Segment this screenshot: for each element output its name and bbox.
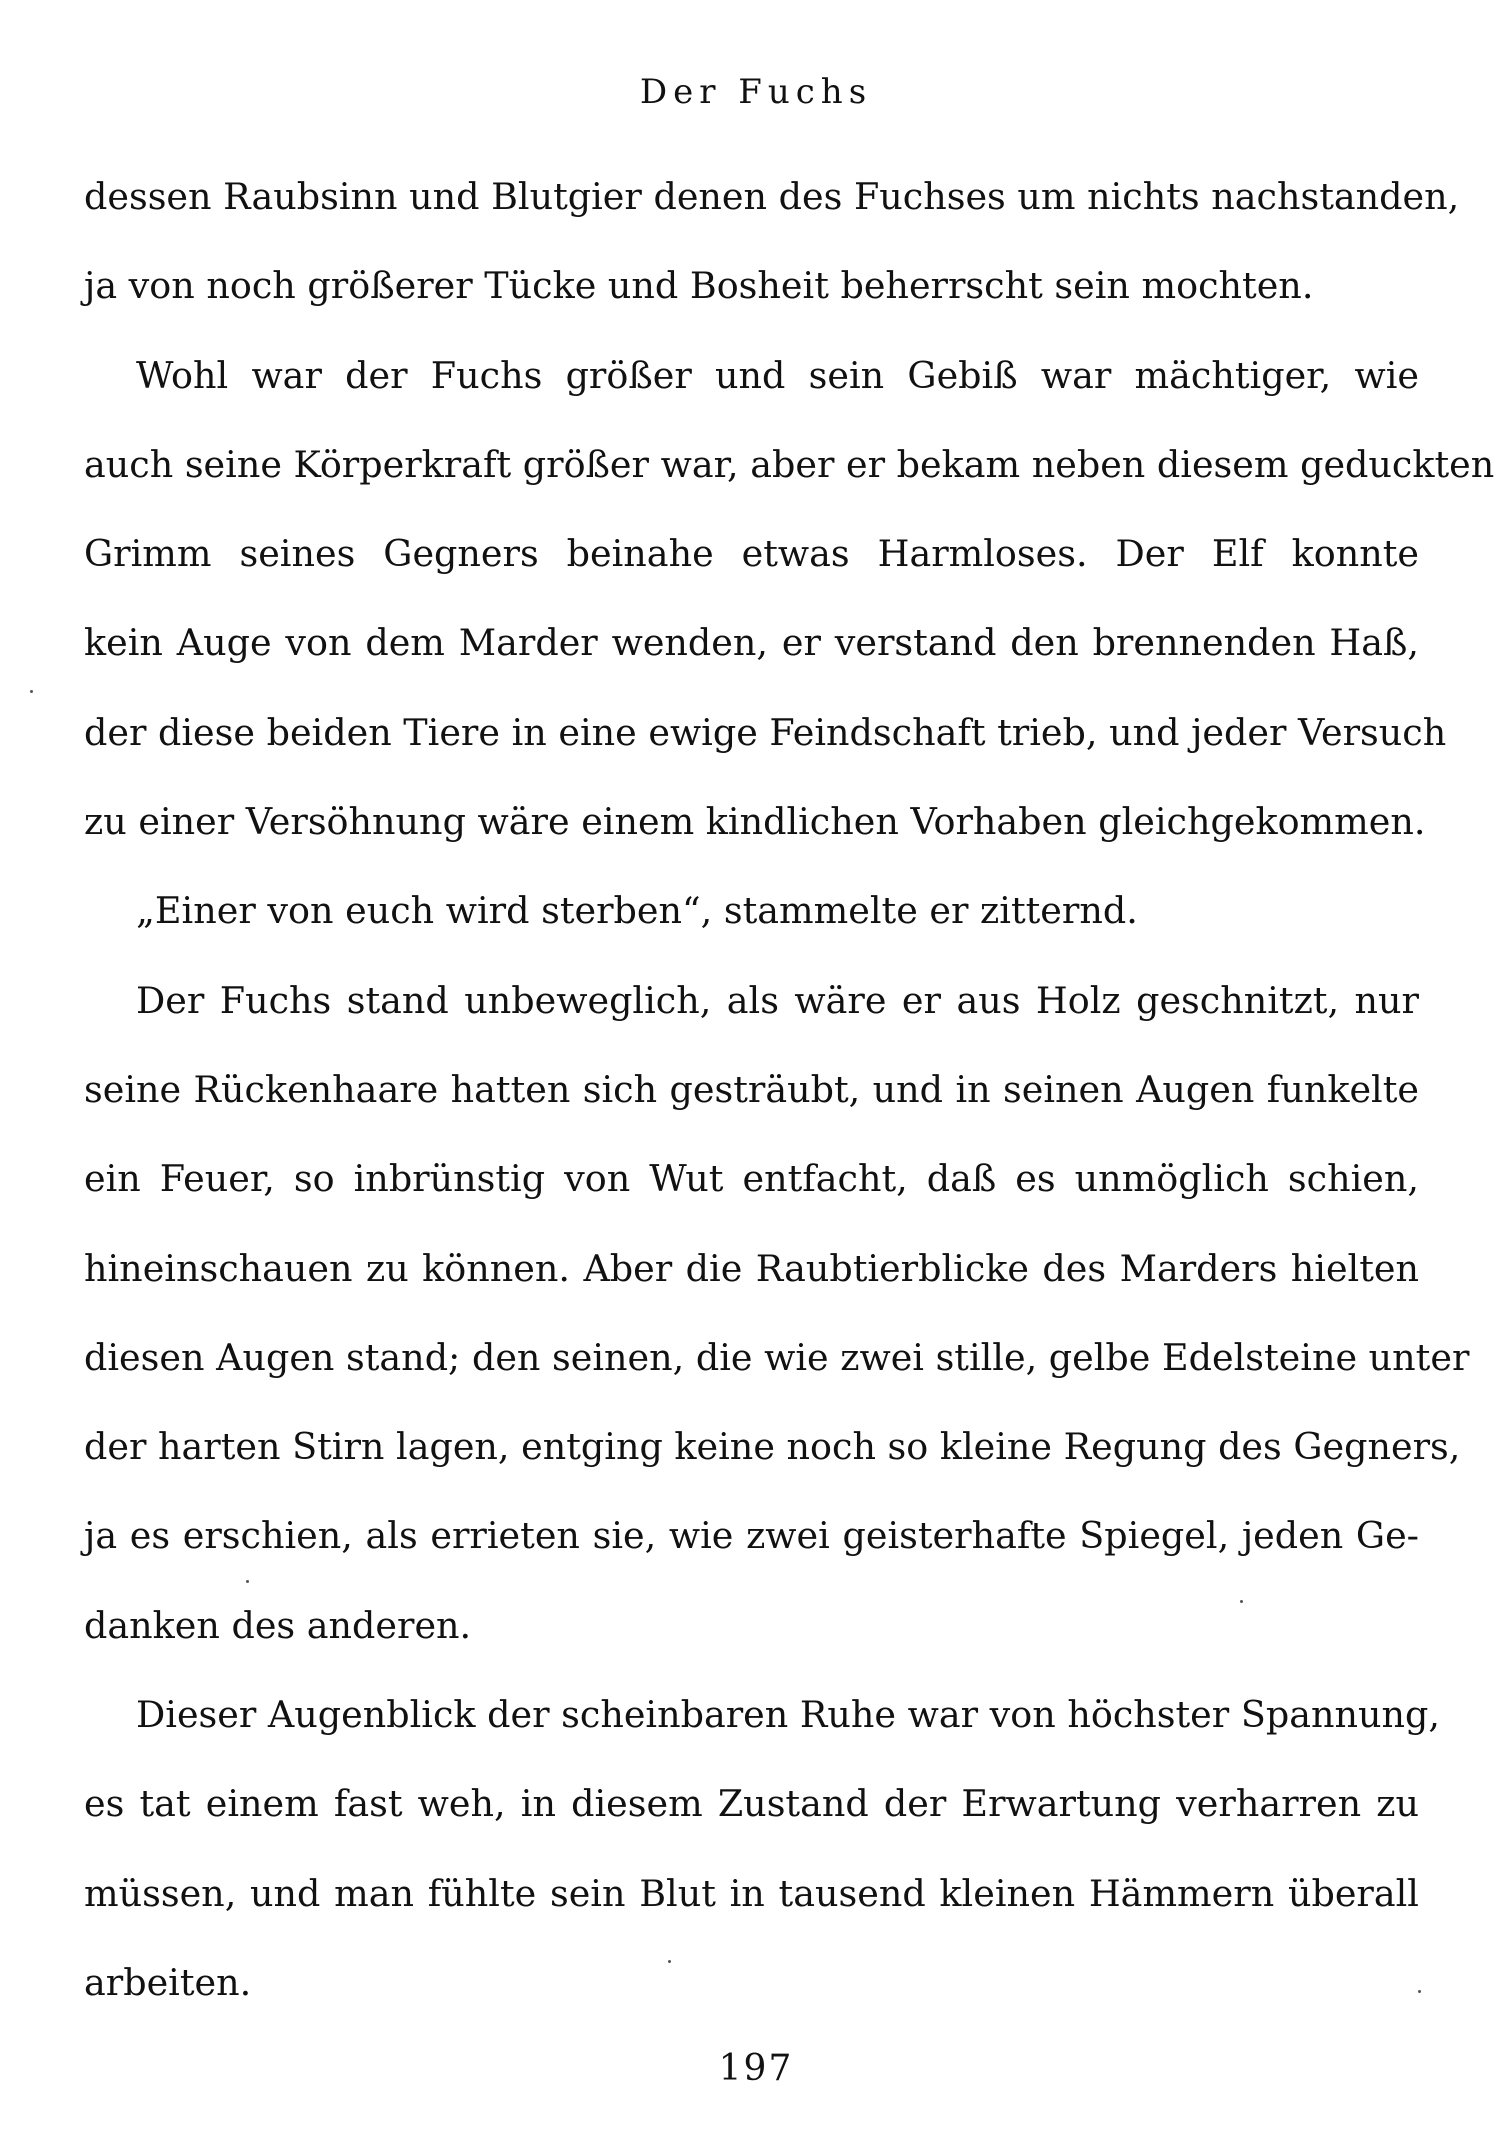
text-line: auch seine Körperkraft größer war, aber er bekam neben diesem geduckten [84,442,1495,486]
text-line: danken des anderen. [84,1603,472,1647]
text-line: dessen Raubsinn und Blutgier denen des Fuchses um nichts nachstanden, [84,175,1460,218]
text-line: der harten Stirn lagen, entging keine noch so kleine Regung des Gegners, [84,1425,1461,1469]
paper-speck [668,1960,671,1963]
text-line: es tat einem fast weh, in diesem Zustand der Erwartung verharren zu [84,1782,1419,1826]
text-line: kein Auge von dem Marder wenden, er verstand den brennenden Haß, [84,621,1419,665]
paper-speck [246,1580,249,1583]
paper-speck [30,690,33,693]
text-line: Dieser Augenblick der scheinbaren Ruhe war von höchster Spannung, [136,1693,1440,1737]
paper-speck [1418,1990,1421,1993]
text-line: der diese beiden Tiere in eine ewige Feindschaft trieb, und jeder Versuch [84,710,1447,754]
paper-speck [1240,1600,1243,1603]
text-line: seine Rückenhaare hatten sich gesträubt, und in seinen Augen funkelte [84,1067,1419,1111]
text-line: arbeiten. [84,1960,252,2004]
running-head: Der Fuchs [639,72,873,112]
text-line: Wohl war der Fuchs größer und sein Gebiß war mächtiger, wie [136,353,1419,397]
text-line: ein Feuer, so inbrünstig von Wut entfacht, daß es unmöglich schien, [84,1157,1419,1201]
text-line: ja von noch größerer Tücke und Bosheit beherrscht sein mochten. [84,264,1314,308]
text-line: Grimm seines Gegners beinahe etwas Harmloses. Der Elf konnte [84,532,1419,576]
text-line: zu einer Versöhnung wäre einem kindlichen Vorhaben gleichgekommen. [84,800,1426,844]
text-line: hineinschauen zu können. Aber die Raubtierblicke des Marders hielten [84,1246,1419,1290]
page-number: 197 [718,2048,794,2089]
text-line: müssen, und man fühlte sein Blut in tausend kleinen Hämmern überall [84,1871,1419,1915]
text-line: Der Fuchs stand unbeweglich, als wäre er aus Holz geschnitzt, nur [136,978,1419,1022]
text-line: ja es erschien, als errieten sie, wie zwei geisterhafte Spiegel, jeden Ge- [84,1514,1419,1558]
text-line: diesen Augen stand; den seinen, die wie zwei stille, gelbe Edelsteine unter [84,1335,1470,1379]
text-line: „Einer von euch wird sterben“, stammelte er zitternd. [136,889,1138,933]
body-text [84,152,1495,2027]
